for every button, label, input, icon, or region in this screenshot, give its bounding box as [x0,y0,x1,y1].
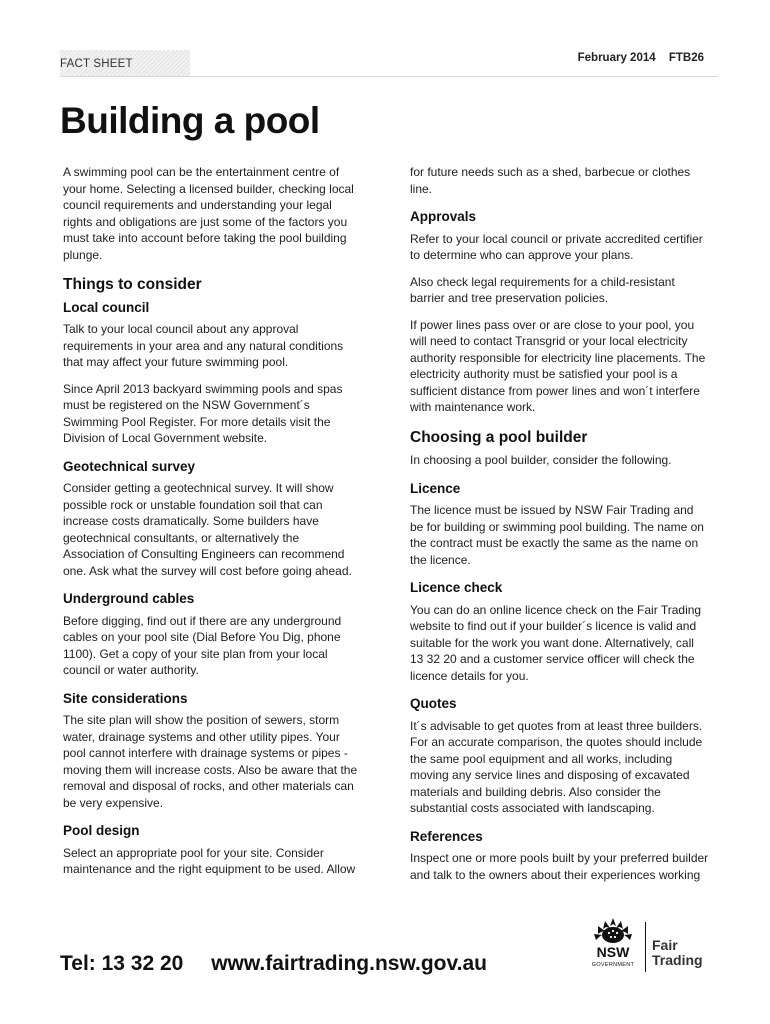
local-council-heading: Local council [63,299,150,315]
quotes-heading: Quotes [410,696,457,711]
logo-fair-word: Fair [652,937,678,953]
page-header [60,44,718,77]
approvals-heading: Approvals [410,209,477,224]
licence-heading: Licence [410,480,461,496]
quotes-paragraph: It´s advisable to get quotes from at least three builders. For an accurate comparison, the quotes should include the same pool equipment and all works, including moving any service lines and disposing of excavated materials and building debris. Also consider the substantial costs associated with landscaping. [410,718,703,815]
pool-design-heading: Pool design [63,823,140,838]
logo-nsw-text: NSW [596,944,630,960]
footer-phone: Tel: 13 32 20 [60,952,184,975]
continued-paragraph: for future needs such as a shed, barbecue or clothes line. [410,165,691,196]
logo-fair-trading-text [652,938,703,968]
page-footer [60,952,487,976]
approvals-paragraph-1: Refer to your local council or private accredited certifier to determine who can approve your plans. [410,231,703,262]
header-code: FTB26 [668,52,704,64]
local-council-paragraph-2: Since April 2013 backyard swimming pools and spas must be registered on the NSW Government´s Swimming Pool Register. For more details visit the Division of Local Government website. [63,381,343,445]
logo-divider [645,922,646,972]
underground-cables-paragraph: Before digging, find out if there are any underground cables on your pool site (Dial Before You Dig, phone 1100). Get a copy of your site plan from your local council or water authority. [63,613,342,677]
waratah-flower-icon [592,916,634,946]
intro-paragraph: A swimming pool can be the entertainment centre of your home. Selecting a licensed builder, checking local council requirements and understanding your legal rights and obligations are just some of the factors you must take into account before taking the pool building plunge. [63,165,354,262]
site-considerations-paragraph: The site plan will show the position of sewers, storm water, drainage systems and other utility pipes. Your pool cannot interfere with drainage systems or pipes - moving them will increase costs. Also be aware that the removal and disposal of rocks, and other materials can be very expensive. [63,713,358,810]
nsw-fair-trading-logo [586,916,718,976]
geotechnical-survey-paragraph: Consider getting a geotechnical survey. It will show possible rock or unstable foundation soil that can increase costs dramatically. Some builders have geotechnical consultants, or alternatively the Association of Consulting Engineers can recommend one. Ask what the survey will cost before going ahead. [63,481,352,578]
licence-check-heading: Licence check [410,580,503,595]
site-considerations-heading: Site considerations [63,690,188,706]
things-to-consider-heading: Things to consider [63,276,202,293]
page-title: Building a pool [60,100,320,141]
choosing-builder-heading: Choosing a pool builder [410,428,588,446]
references-paragraph: Inspect one or more pools built by your preferred builder and talk to the owners about their experiences working [410,851,709,882]
logo-government-text: GOVERNMENT [591,962,635,968]
right-column [410,164,710,893]
logo-trading-word: Trading [652,952,703,968]
geotechnical-survey-heading: Geotechnical survey [63,458,196,474]
approvals-paragraph-3: If power lines pass over or are close to your pool, you will need to contact Transgrid or your local electricity authority responsible for electricity line placements. The electricity authority must be satisfied your pool is a sufficient distance from power lines and won´t interfere with maintenance work. [410,317,706,414]
underground-cables-heading: Underground cables [63,591,195,606]
footer-website-link[interactable]: www.fairtrading.nsw.gov.au [211,952,487,975]
header-meta [568,52,704,64]
left-column [63,164,363,888]
choosing-builder-paragraph: In choosing a pool builder, consider the following. [410,453,672,467]
pool-design-paragraph: Select an appropriate pool for your site. Consider maintenance and the right equipment to be used. Allow [63,845,356,876]
local-council-paragraph-1: Talk to your local council about any approval requirements in your area and any natural conditions that may affect your future swimming pool. [63,322,344,369]
references-heading: References [410,828,483,844]
approvals-paragraph-2: Also check legal requirements for a child-resistant barrier and tree preservation policies. [410,274,675,305]
licence-check-paragraph: You can do an online licence check on the Fair Trading website to find out if your builder´s licence is valid and suitable for the work you want done. Alternatively, call 13 32 20 and a customer service officer will check the licence details for you. [410,602,702,683]
header-date: February 2014 [577,52,656,64]
licence-paragraph: The licence must be issued by NSW Fair Trading and be for building or swimming pool building. The name on the contract must be exactly the same as the name on the licence. [410,503,704,567]
fact-sheet-label: FACT SHEET [60,58,133,70]
